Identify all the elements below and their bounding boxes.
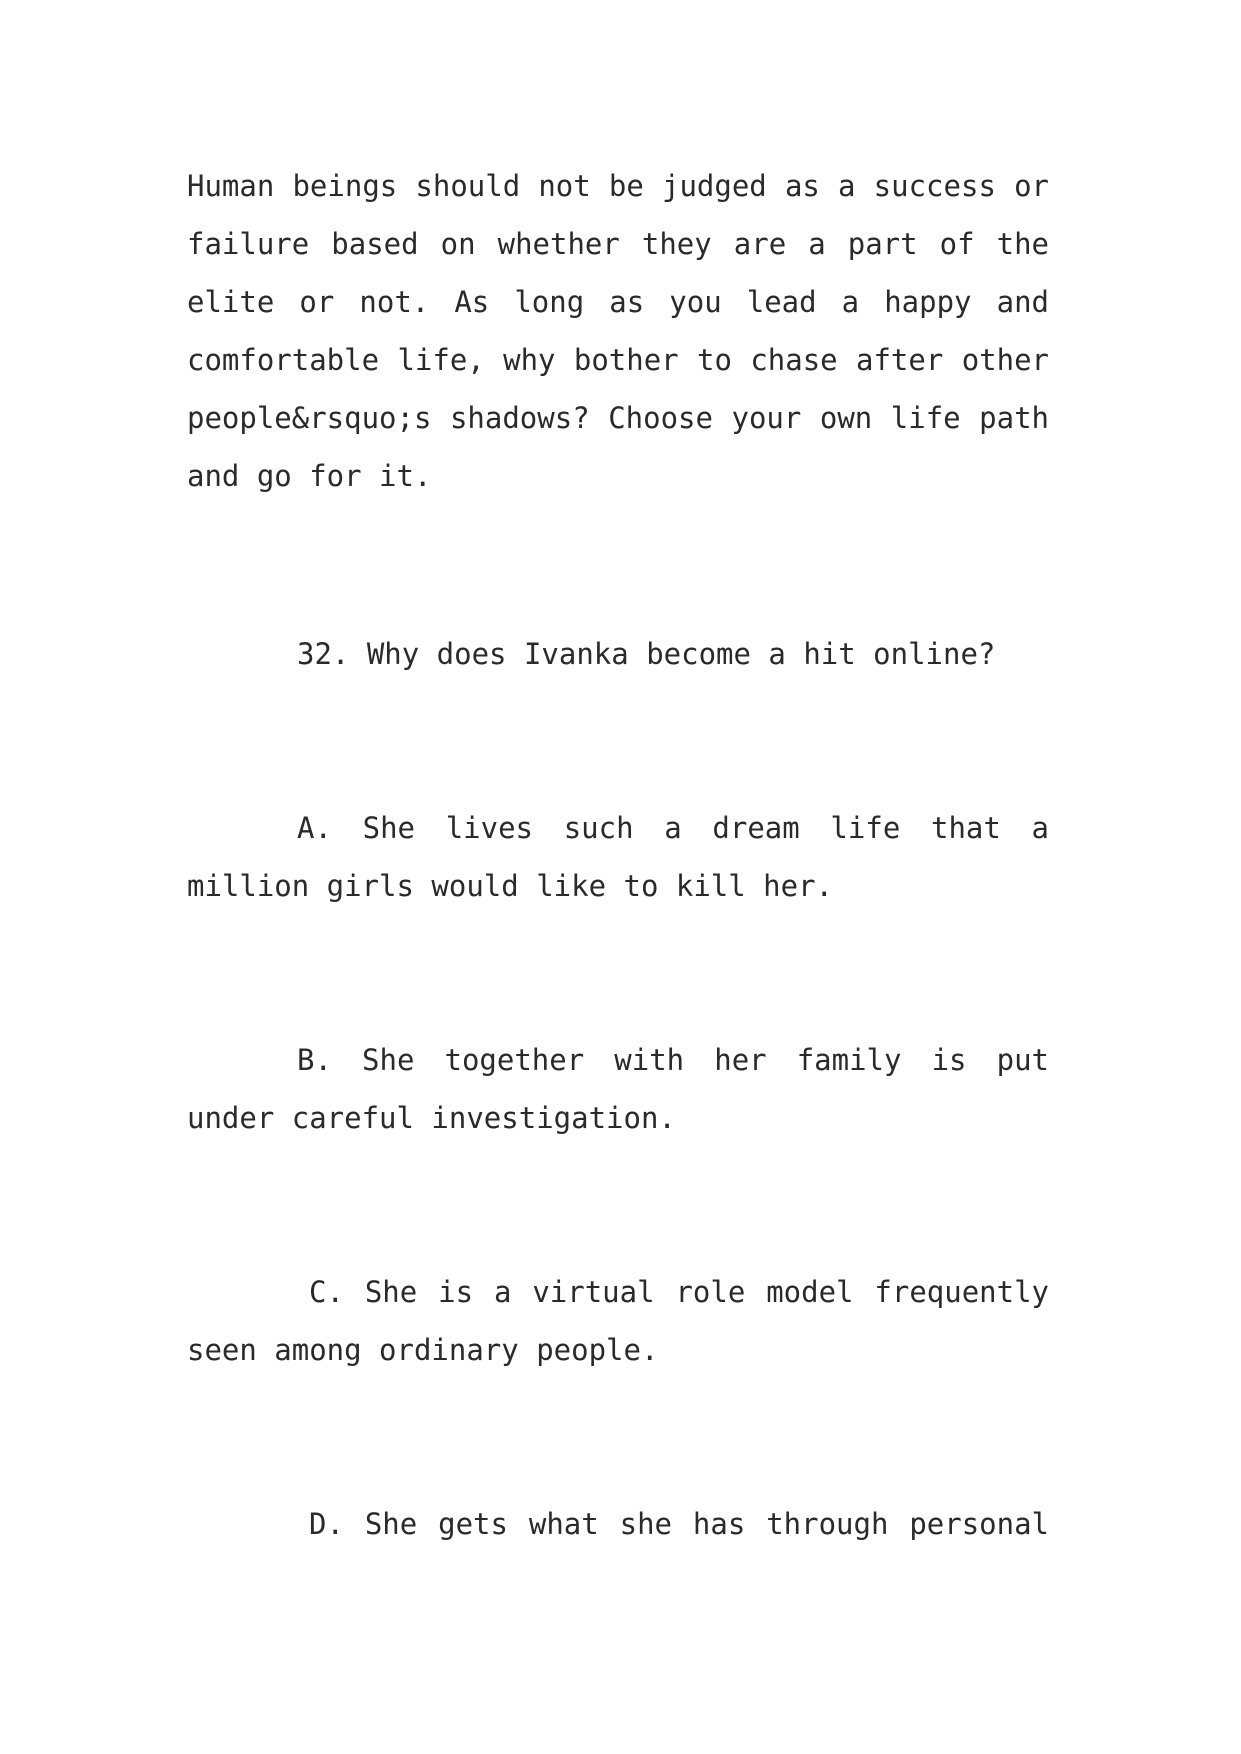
passage-paragraph: Human beings should not be judged as a success or failure based on whether they are a part of the elite or not. As long as you lead a happy and comfortable life, why bother to chase after other people&rsquo;s shadows? Choose your own life path and go for it. <box>187 169 1049 493</box>
option-c: C. She is a virtual role model frequently seen among ordinary people. <box>187 1275 1049 1367</box>
question-32: 32. Why does Ivanka become a hit online? <box>297 637 996 671</box>
option-a: A. She lives such a dream life that a million girls would like to kill her. <box>187 811 1049 903</box>
option-b: B. She together with her family is put under careful investigation. <box>187 1043 1049 1135</box>
option-d: D. She gets what she has through personal <box>309 1507 1049 1541</box>
